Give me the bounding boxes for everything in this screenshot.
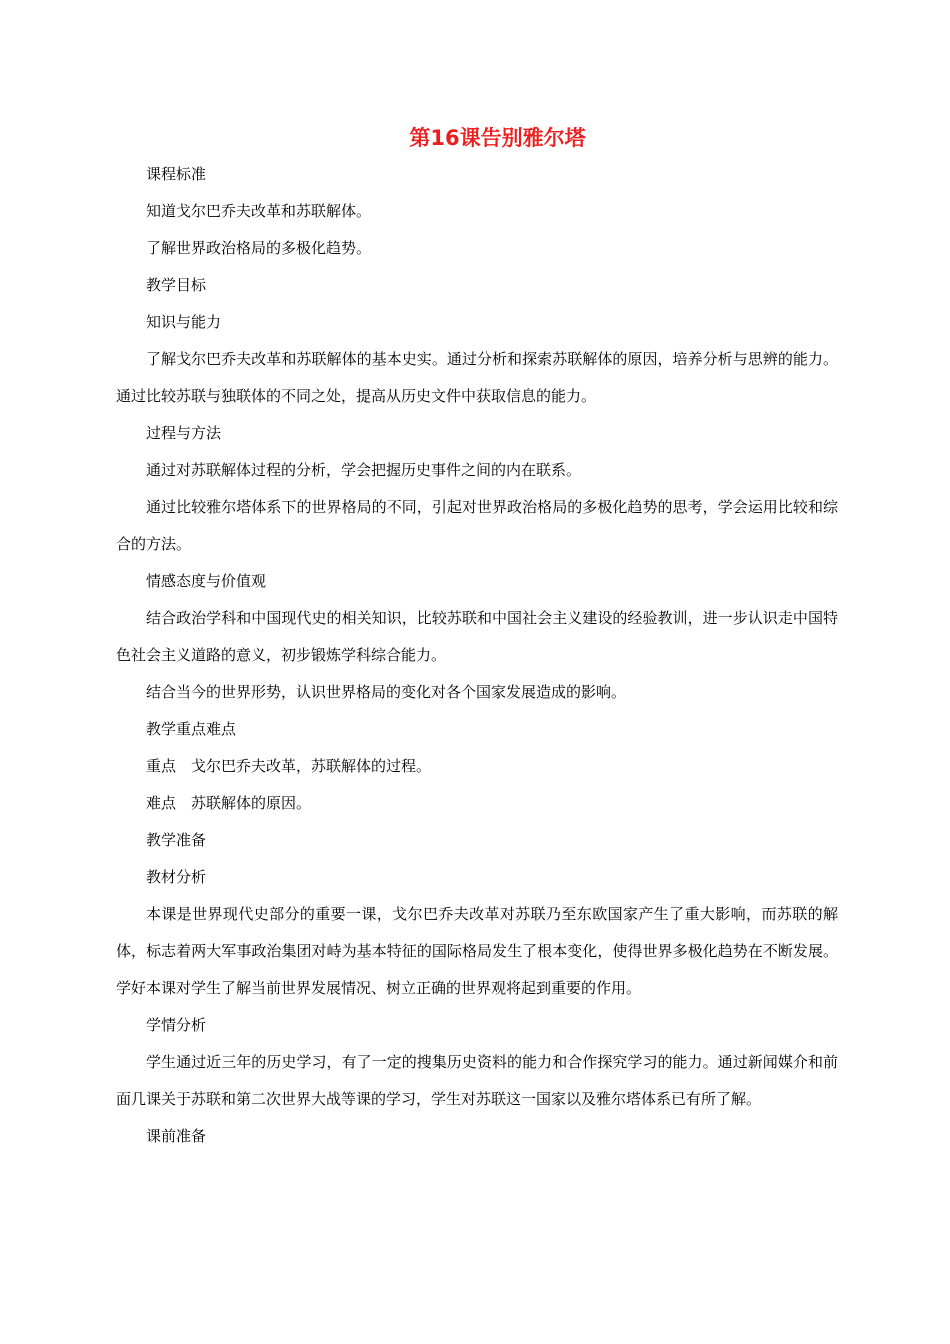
paragraph: 结合政治学科和中国现代史的相关知识，比较苏联和中国社会主义建设的经验教训，进一步认识走中国特色社会主义道路的意义，初步锻炼学科综合能力。	[116, 609, 838, 664]
paragraph: 知道戈尔巴乔夫改革和苏联解体。	[146, 202, 372, 220]
subsection-heading: 过程与方法	[146, 424, 222, 442]
difficult-point-text: 苏联解体的原因。	[191, 794, 312, 812]
subsection-heading: 情感态度与价值观	[146, 572, 267, 590]
key-point-text: 戈尔巴乔夫改革，苏联解体的过程。	[191, 757, 432, 775]
paragraph: 了解戈尔巴乔夫改革和苏联解体的基本史实。通过分析和探索苏联解体的原因，培养分析与思辨的能力。通过比较苏联与独联体的不同之处，提高从历史文件中获取信息的能力。	[116, 350, 838, 405]
section-heading: 课程标准	[146, 165, 207, 183]
section-heading: 教学目标	[146, 276, 207, 294]
subsection-heading: 课前准备	[146, 1127, 207, 1145]
paragraph: 通过对苏联解体过程的分析，学会把握历史事件之间的内在联系。	[146, 461, 582, 479]
subsection-heading: 学情分析	[146, 1016, 207, 1034]
difficult-point-label: 难点	[146, 794, 177, 812]
section-heading: 教学准备	[146, 831, 207, 849]
difficult-point-line	[116, 785, 838, 822]
paragraph: 学生通过近三年的历史学习，有了一定的搜集历史资料的能力和合作探究学习的能力。通过新闻媒介和前面几课关于苏联和第二次世界大战等课的学习，学生对苏联这一国家以及雅尔塔体系已有所了解。	[116, 1053, 838, 1108]
section-heading: 教学重点难点	[146, 720, 237, 738]
paragraph: 本课是世界现代史部分的重要一课，戈尔巴乔夫改革对苏联乃至东欧国家产生了重大影响，而苏联的解体，标志着两大军事政治集团对峙为基本特征的国际格局发生了根本变化，使得世界多极化趋势在不断发展。学好本课对学生了解当前世界发展情况、树立正确的世界观将起到重要的作用。	[116, 905, 838, 997]
subsection-heading: 知识与能力	[146, 313, 222, 331]
paragraph: 结合当今的世界形势，认识世界格局的变化对各个国家发展造成的影响。	[146, 683, 627, 701]
subsection-heading: 教材分析	[146, 868, 207, 886]
paragraph: 通过比较雅尔塔体系下的世界格局的不同，引起对世界政治格局的多极化趋势的思考，学会运用比较和综合的方法。	[116, 498, 838, 553]
paragraph: 了解世界政治格局的多极化趋势。	[146, 239, 372, 257]
key-point-label: 重点	[146, 757, 177, 775]
document-body	[116, 156, 838, 1155]
key-point-line	[116, 748, 838, 785]
document-title: 第16课告别雅尔塔	[409, 126, 586, 150]
